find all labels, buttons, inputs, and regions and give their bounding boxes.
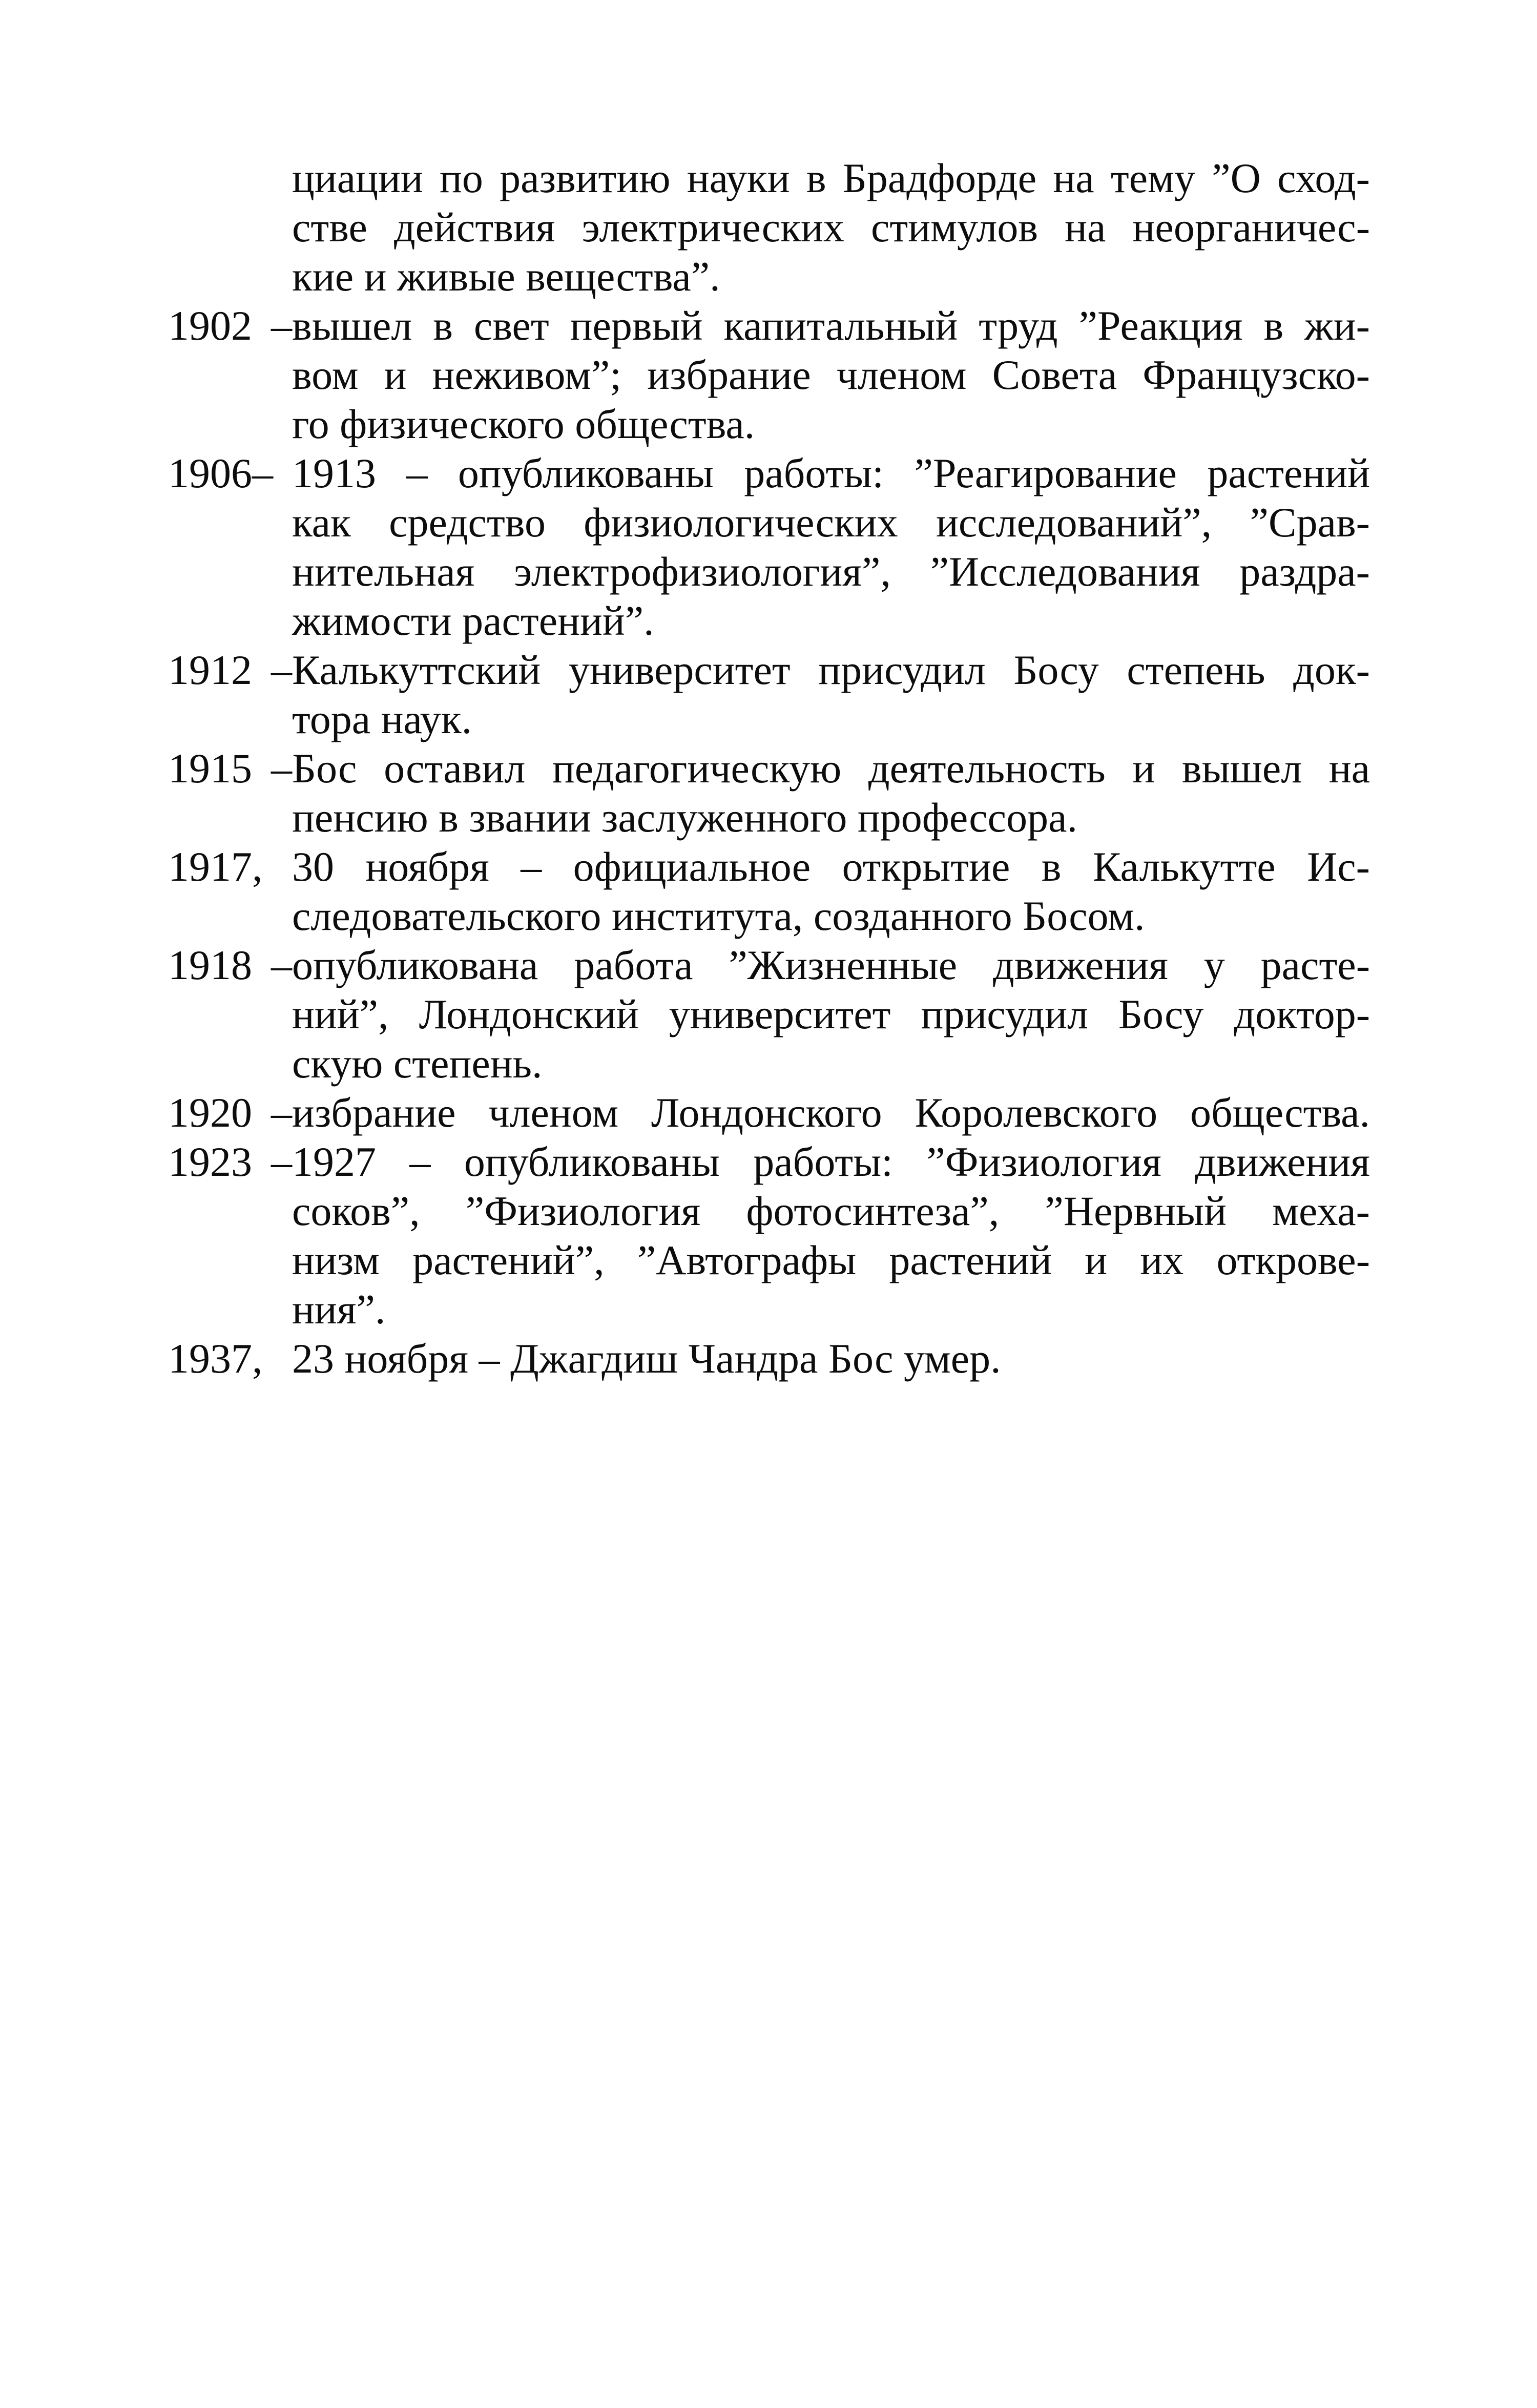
entry-line <box>168 891 1370 941</box>
entry-line-text: Бос оставил педагогическую деятельность и вышел на <box>292 745 1370 792</box>
entry-line <box>168 941 1370 990</box>
entry-line-text: Калькуттский университет присудил Босу степень док- <box>292 647 1370 693</box>
entry-line-text: жимости растений”. <box>292 597 654 644</box>
entry-line <box>168 793 1370 842</box>
entry-line-text: стве действия электрических стимулов на неорганичес- <box>292 204 1370 251</box>
entry-date: 1920 – <box>168 1089 292 1136</box>
entry-line <box>168 154 1370 203</box>
entry-line <box>168 1039 1370 1088</box>
entry-line-text: скую степень. <box>292 1040 543 1087</box>
entry-line-text: циации по развитию науки в Брадфорде на тему ”О сход- <box>292 155 1370 201</box>
entry-line <box>168 547 1370 596</box>
entry-line-text: пенсию в звании заслуженного профессора. <box>292 794 1077 841</box>
entry-line <box>168 203 1370 252</box>
chronology-entry <box>168 1334 1370 1383</box>
entry-line-text: вом и неживом”; избрание членом Совета Французско- <box>292 351 1370 398</box>
entry-line <box>168 990 1370 1039</box>
entry-date: 1902 – <box>168 302 292 349</box>
entry-line <box>168 301 1370 350</box>
entry-line-text: 1927 – опубликованы работы: ”Физиология движения <box>292 1138 1370 1185</box>
entry-line <box>168 596 1370 646</box>
entry-line <box>168 646 1370 695</box>
chronology-entry <box>168 842 1370 941</box>
entry-line <box>168 252 1370 301</box>
entry-line-text: низм растений”, ”Автографы растений и их открове- <box>292 1237 1370 1283</box>
chronology-list <box>168 154 1370 1383</box>
entry-line <box>168 695 1370 744</box>
entry-line-text: опубликована работа ”Жизненные движения у расте- <box>292 942 1370 988</box>
entry-line-text: 23 ноября – Джагдиш Чандра Бос умер. <box>292 1335 1001 1382</box>
entry-line-text: тора наук. <box>292 696 472 742</box>
entry-line <box>168 1334 1370 1383</box>
entry-line <box>168 1088 1370 1137</box>
chronology-entry <box>168 154 1370 301</box>
entry-line <box>168 1187 1370 1236</box>
entry-line <box>168 744 1370 793</box>
entry-line <box>168 350 1370 400</box>
entry-date: 1937, <box>168 1335 263 1382</box>
entry-line-text: го физического общества. <box>292 401 755 447</box>
entry-date: 1917, <box>168 843 263 890</box>
entry-date: 1918 – <box>168 942 292 988</box>
chronology-entry <box>168 1137 1370 1334</box>
entry-line <box>168 1285 1370 1334</box>
chronology-entry <box>168 941 1370 1088</box>
entry-line-text: кие и живые вещества”. <box>292 253 720 300</box>
entry-date: 1915 – <box>168 745 292 792</box>
entry-line <box>168 400 1370 449</box>
entry-date: 1906– <box>168 450 273 496</box>
entry-line-text: 1913 – опубликованы работы: ”Реагирование растений <box>292 450 1370 496</box>
entry-line-text: нительная электрофизиология”, ”Исследования раздра- <box>292 548 1370 595</box>
entry-line-text: как средство физиологических исследований”, ”Срав- <box>292 499 1370 546</box>
chronology-entry <box>168 449 1370 646</box>
entry-line-text: следовательского института, созданного Босом. <box>292 892 1145 939</box>
entry-line-text: соков”, ”Физиология фотосинтеза”, ”Нервный меха- <box>292 1188 1370 1234</box>
entry-line-text: избрание членом Лондонского Королевского общества. <box>292 1089 1370 1136</box>
entry-date: 1912 – <box>168 647 292 693</box>
entry-line <box>168 498 1370 547</box>
entry-line <box>168 842 1370 891</box>
entry-date: 1923 – <box>168 1138 292 1185</box>
entry-line <box>168 449 1370 498</box>
entry-line <box>168 1137 1370 1187</box>
chronology-entry <box>168 646 1370 744</box>
entry-line-text: 30 ноября – официальное открытие в Калькутте Ис- <box>292 843 1370 890</box>
entry-line-text: ния”. <box>292 1286 386 1333</box>
chronology-entry <box>168 744 1370 842</box>
entry-line-text: вышел в свет первый капитальный труд ”Реакция в жи- <box>292 302 1370 349</box>
chronology-entry <box>168 301 1370 449</box>
chronology-entry <box>168 1088 1370 1137</box>
entry-line-text: ний”, Лондонский университет присудил Босу доктор- <box>292 991 1370 1037</box>
entry-line <box>168 1236 1370 1285</box>
